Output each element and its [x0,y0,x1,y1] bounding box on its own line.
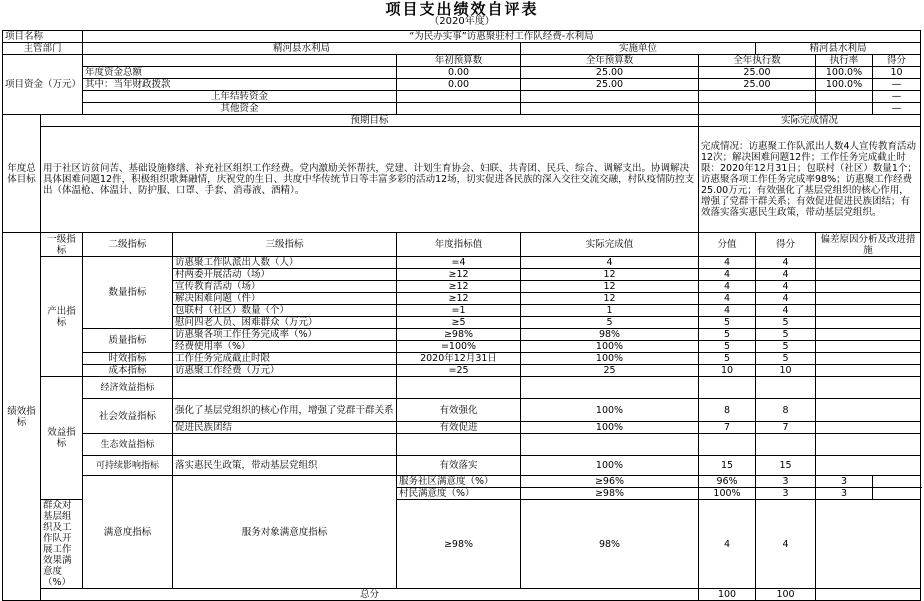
indicator-value: 3 [756,488,816,500]
indicator-target: ≥5 [397,317,521,329]
indicator-actual: 100% [521,341,699,353]
indicator-value: 3 [756,476,816,488]
indicator-actual: 98% [521,500,699,589]
indicator-target: ≥98% [397,329,521,341]
funds-row-label: 其他资金 [83,103,397,115]
indicator-row [3,399,921,422]
indicator-score: 10 [756,365,816,377]
indicator-reason [873,476,921,488]
indicator-reason [816,293,921,305]
h-actual: 实际完成值 [521,233,699,257]
indicator-score: 4 [756,257,816,269]
indicator-reason [816,281,921,293]
report-year: （2020年度） [429,16,495,27]
h-score: 得分 [756,233,816,257]
indicator-value: 4 [699,293,756,305]
benefit-label: 效益指标 [41,377,83,500]
indicator-target [397,434,521,456]
dept-value: 精河县水利局 [83,43,521,55]
h-reason: 偏差原因分析及改进措施 [816,233,921,257]
indicator-name: 访惠聚各项工作任务完成率（%） [173,329,397,341]
h-level1: 一级指标 [41,233,83,257]
evaluation-table [2,30,921,601]
goals-content-row [3,127,921,233]
project-name-row [3,31,921,43]
indicator-name: 慰问四老人员、困难群众（万元） [173,317,397,329]
funds-rate [816,91,873,103]
total-label: 总分 [41,589,699,601]
indicator-name: 访惠聚工作经费（万元） [173,365,397,377]
indicator-reason [816,399,921,422]
economic-label: 经济效益指标 [83,377,173,399]
indicator-name: 服务社区满意度（%） [397,476,521,488]
goals-actual-text: 完成情况：访惠聚工作队派出人数4人宣传教育活动12次；解决困难问题12件；工作任务完成截止时限：2020年12月31日；包联村（社区）数量1个；访惠聚各项工作任务完成率98%；访惠聚工作经费25.00万元；有效强化了基层党组织的核心作用，增强了党群干群关系；有效促进促进民族团结；有效落实落实惠民生政策，带动基层党组织。 [699,127,921,233]
indicator-score: 4 [756,305,816,317]
funds-score: — [873,103,921,115]
impl-label: 实施单位 [521,43,756,55]
total-row [3,589,921,601]
indicator-reason [816,317,921,329]
indicator-actual: 25 [521,365,699,377]
indicator-value: 5 [699,353,756,365]
indicator-reason [816,377,921,399]
total-reason [816,589,921,601]
indicator-target: ≥96% [521,476,699,488]
indicator-name: 群众对基层组织及工作队开展工作效果满意度（%） [41,500,83,589]
indicator-score [756,434,816,456]
funds-rate: 100.0% [816,67,873,79]
indicator-actual: 12 [521,281,699,293]
indicator-score: 4 [756,269,816,281]
indicator-score: 4 [756,281,816,293]
indicator-score: 4 [756,293,816,305]
funds-rate: 100.0% [816,79,873,91]
indicator-score: 3 [816,488,873,500]
funds-row-label: 上年结转资金 [83,91,397,103]
indicator-value: 10 [699,365,756,377]
indicator-target: ≥98% [521,488,699,500]
indicator-name: 访惠聚工作队派出人数（人） [173,257,397,269]
funds-full [521,103,699,115]
indicator-name: 落实惠民生政策，带动基层党组织 [173,456,397,476]
social-label: 社会效益指标 [83,399,173,434]
indicator-reason [816,257,921,269]
indicator-row [3,329,921,341]
indicator-value: 7 [699,422,756,434]
indicator-score: 5 [756,353,816,365]
indicator-name: 解决困难问题（件） [173,293,397,305]
funds-exec [699,103,816,115]
funds-blank [83,55,397,67]
indicator-target: 2020年12月31日 [397,353,521,365]
indicator-score [756,377,816,399]
goals-actual-header: 实际完成情况 [699,115,921,127]
h-level3: 三级指标 [173,233,397,257]
goals-header-row [3,115,921,127]
indicator-actual: 100% [521,353,699,365]
indicator-reason [816,329,921,341]
indicator-name [173,434,397,456]
funds-rate [816,103,873,115]
funds-exec [699,91,816,103]
indicator-actual: 98% [521,329,699,341]
funds-header-row [3,55,921,67]
indicator-row [3,476,921,488]
indicator-actual [521,434,699,456]
indicator-actual [521,377,699,399]
indicator-reason [816,456,921,476]
funds-full [521,91,699,103]
indicator-actual: 100% [699,488,756,500]
funds-exec: 25.00 [699,67,816,79]
indicator-name: 工作任务完成截止时限 [173,353,397,365]
indicator-score: 5 [756,329,816,341]
indicator-value: 5 [699,341,756,353]
sustainable-label: 可持续影响指标 [83,456,173,476]
project-name-value: “为民办实事”访惠聚驻村工作队经费-水利局 [83,31,921,43]
funds-initial [397,91,521,103]
funds-full: 25.00 [521,79,699,91]
funds-col-full: 全年预算数 [521,55,699,67]
indicator-reason [816,341,921,353]
funds-row-label: 年度资金总额 [83,67,397,79]
indicator-actual: 100% [521,422,699,434]
indicator-actual: 12 [521,269,699,281]
indicator-name: 宣传教育活动（场） [173,281,397,293]
indicator-target [397,377,521,399]
indicator-score: 7 [756,422,816,434]
indicator-reason [816,434,921,456]
indicator-target: ≥12 [397,269,521,281]
indicator-name: 强化了基层党组织的核心作用，增强了党群干群关系 [173,399,397,422]
indicator-reason [816,353,921,365]
indicator-reason [816,305,921,317]
indicator-value: 15 [699,456,756,476]
indicator-target: =25 [397,365,521,377]
funds-initial: 0.00 [397,67,521,79]
total-score: 100 [756,589,816,601]
indicator-score: 5 [756,341,816,353]
indicator-name: 经费使用率（%） [173,341,397,353]
satisfaction-label: 满意度指标 [83,476,173,589]
indicator-value: 5 [699,329,756,341]
funds-score: 10 [873,67,921,79]
time-label: 时效指标 [83,353,173,365]
indicator-reason [873,488,921,500]
quality-label: 质量指标 [83,329,173,353]
funds-row-label: 其中：当年财政拨款 [83,79,397,91]
funds-row [3,79,921,91]
funds-full: 25.00 [521,67,699,79]
indicator-target: =100% [397,341,521,353]
indicator-target: 有效强化 [397,399,521,422]
funds-label: 项目资金（万元） [3,55,83,115]
indicator-reason [816,365,921,377]
total-value: 100 [699,589,756,601]
funds-col-score: 得分 [873,55,921,67]
indicator-actual: 5 [521,317,699,329]
indicator-score: 8 [756,399,816,422]
funds-initial: 0.00 [397,79,521,91]
cost-label: 成本指标 [83,365,173,377]
h-level2: 二级指标 [83,233,173,257]
indicator-actual: 100% [521,399,699,422]
h-target: 年度指标值 [397,233,521,257]
indicator-target: =4 [397,257,521,269]
indicator-row [3,456,921,476]
indicator-score: 5 [756,317,816,329]
indicator-name: 包联村（社区）数量（个） [173,305,397,317]
indicator-value: 5 [699,317,756,329]
indicator-score: 15 [756,456,816,476]
output-label: 产出指标 [41,257,83,377]
indicator-header-row [3,233,921,257]
dept-label: 主管部门 [3,43,83,55]
indicator-row [3,365,921,377]
impl-value: 精河县水利局 [756,43,921,55]
goals-label: 年度总体目标 [3,115,41,233]
indicator-target: =1 [397,305,521,317]
indicator-actual: 12 [521,293,699,305]
indicator-value: 4 [699,281,756,293]
indicator-value: 4 [699,500,756,589]
indicator-reason [816,500,921,589]
indicators-label: 绩效指标 [3,233,41,601]
funds-initial [397,103,521,115]
indicator-actual: 96% [699,476,756,488]
indicator-target: 有效落实 [397,456,521,476]
funds-row [3,103,921,115]
indicator-target: ≥12 [397,293,521,305]
goals-expected-header: 预期目标 [41,115,699,127]
dept-row [3,43,921,55]
indicator-name: 村民满意度（%） [397,488,521,500]
quantity-label: 数量指标 [83,257,173,329]
indicator-value [699,377,756,399]
funds-col-initial: 年初预算数 [397,55,521,67]
h-value: 分值 [699,233,756,257]
indicator-value: 4 [699,269,756,281]
indicator-value [699,434,756,456]
indicator-reason [816,422,921,434]
indicator-value: 8 [699,399,756,422]
indicator-row [3,353,921,365]
project-name-label: 项目名称 [3,31,83,43]
ecological-label: 生态效益指标 [83,434,173,456]
indicator-value: 4 [699,305,756,317]
funds-col-exec: 全年执行数 [699,55,816,67]
funds-row [3,67,921,79]
indicator-reason [816,269,921,281]
page-title: 项目支出绩效自评表 [385,0,539,18]
funds-col-rate: 执行率 [816,55,873,67]
funds-score: — [873,79,921,91]
indicator-row [3,257,921,269]
indicator-actual: 4 [521,257,699,269]
indicator-target: 有效促进 [397,422,521,434]
indicator-target: ≥98% [397,500,521,589]
indicator-actual: 1 [521,305,699,317]
indicator-value: 4 [699,257,756,269]
funds-row [3,91,921,103]
indicator-name: 促进民族团结 [173,422,397,434]
indicator-name: 村两委开展活动（场） [173,269,397,281]
indicator-row [3,434,921,456]
goals-expected-text: 用于社区访贫问苦、基础设施修缮、补充社区组织工作经费。党内激励关怀帮扶，党建、计划生育协会、妇联、共青团、民兵、综合、调解支出。协调解决具体困难问题12件，积极组织歌舞融情，庆祝党的生日、共度中华传统节日等丰富多彩的活动12场，切实促进各民族的深入交往交流交融，村队疫情防控支出（体温枪、体温计、防护服、口罩、手套、消毒液、酒精）。 [41,127,699,233]
funds-exec: 25.00 [699,79,816,91]
indicator-row [3,377,921,399]
indicator-score: 3 [816,476,873,488]
indicator-actual: 100% [521,456,699,476]
indicator-score: 4 [756,500,816,589]
service-label: 服务对象满意度指标 [173,476,397,589]
funds-score: — [873,91,921,103]
indicator-target: ≥12 [397,281,521,293]
indicator-name [173,377,397,399]
